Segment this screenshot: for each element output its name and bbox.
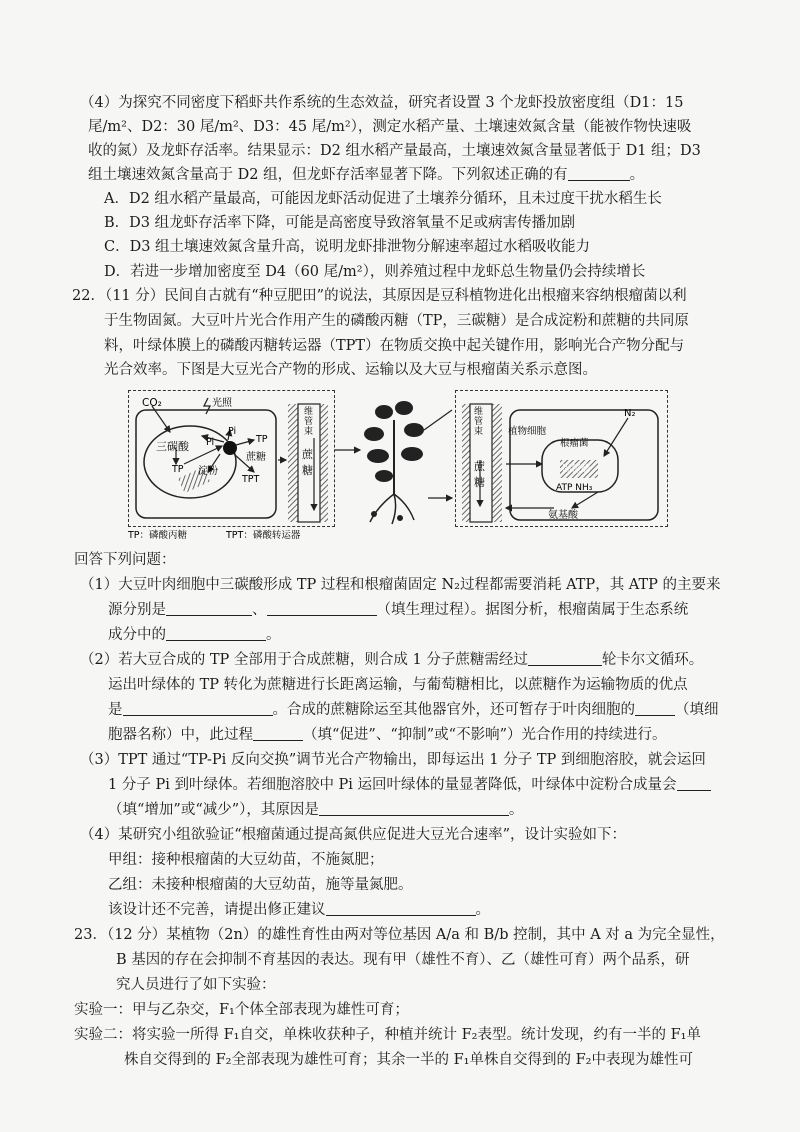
q22-sub1-line-3: [108, 628, 281, 643]
text: 成分中的: [108, 627, 166, 643]
text: （填细: [675, 702, 719, 718]
label-vb-left-3: 束: [304, 427, 314, 437]
label-starch: 淀粉: [198, 466, 218, 477]
text: 。: [508, 802, 524, 818]
label-atp-nh3: ATP NH₃: [556, 483, 593, 493]
q22-intro-1: 22．（11 分）民间自古就有“种豆肥田”的说法，其原因是豆科植物进化出根瘤来容纳根瘤菌以利: [72, 288, 687, 304]
vascular-wall-right: [462, 404, 470, 522]
answer-blank[interactable]: [123, 715, 273, 716]
answer-blank[interactable]: [166, 640, 266, 641]
label-vb-right-2: 管: [474, 417, 484, 427]
q4-option-a: A．D2 组水稻产量最高，可能因龙虾活动促进了土壤养分循环，且未过度干扰水稻生长: [104, 191, 662, 207]
label-vb-left-1: 维: [304, 407, 314, 417]
text: 。合成的蔗糖除运至其他器官外，还可暂存于叶肉细胞的: [272, 702, 635, 718]
q22-intro-3: 料，叶绿体膜上的磷酸丙糖转运器（TPT）在物质交换中起关键作用，影响光合产物分配与: [104, 338, 685, 354]
label-nitrogenase: 固氮酶: [562, 464, 591, 475]
label-amino-acid: 氨基酸: [548, 510, 578, 521]
label-vb-right-1: 维: [474, 407, 484, 417]
text: 。: [475, 902, 490, 918]
q23-experiment-2-line-1: 实验二：将实验一所得 F₁自交，单株收获种子，种植并统计 F₂表型。统计发现，约有一半的 F₁单: [74, 1027, 701, 1043]
q23-experiment-1: 实验一：甲与乙杂交，F₁个体全部表现为雄性可育；: [74, 1002, 409, 1018]
label-vb-right-sucrose-2: 糖: [474, 476, 485, 489]
label-three-carbon-acid: 三碳酸: [156, 440, 189, 453]
text: 、: [252, 602, 267, 618]
text: （填“促进”、“抑制”或“不影响”）光合作用的持续进行。: [303, 727, 667, 743]
text: （填生理过程）。据图分析，根瘤菌属于生态系统: [376, 602, 689, 618]
q4-line-4: [88, 168, 644, 183]
q22-sub1-line-1: （1）大豆叶肉细胞中三碳酸形成 TP 过程和根瘤菌固定 N₂过程都需要消耗 ATP，其 ATP 的主要来: [80, 577, 721, 593]
label-pi-1: Pi: [206, 437, 215, 448]
diagram-svg: [128, 390, 668, 540]
answer-blank[interactable]: [319, 815, 509, 816]
legend-tpt: TPT：磷酸转运器: [226, 530, 301, 540]
q4-option-d: D．若进一步增加密度至 D4（60 尾/m²），则养殖过程中龙虾总生物量仍会持续增长: [104, 264, 646, 280]
tpt-transporter: [223, 441, 237, 455]
answer-prompt: 回答下列问题：: [74, 552, 176, 568]
q22-sub2-line-1: [80, 653, 703, 668]
q4-line-2: 尾/m²、D2：30 尾/m²、D3：45 尾/m²），测定水稻产量、土壤速效氮含量（能被作物快速吸: [88, 119, 692, 135]
q4-line-3: 收的氮）及龙虾存活率。结果显示：D2 组水稻产量最高，土壤速效氮含量显著低于 D1 组；D3: [88, 143, 701, 159]
q4-line-4-text: 组土壤速效氮含量高于 D2 组，但龙虾存活率显著下降。下列叙述正确的有: [88, 167, 568, 183]
q22-sub2-line-3: [108, 703, 719, 718]
label-vb-right-3: 束: [474, 427, 484, 437]
label-co2: CO₂: [142, 397, 162, 409]
q23-experiment-2-line-2: 株自交得到的 F₂全部表现为雄性可育；其余一半的 F₁单株自交得到的 F₂中表现为雄性可: [124, 1052, 693, 1068]
legend-tp: TP：磷酸丙糖: [128, 530, 188, 540]
answer-blank[interactable]: [166, 615, 252, 616]
answer-blank[interactable]: [326, 915, 476, 916]
label-light: 光照: [212, 398, 232, 409]
text: （填“增加”或“减少”），其原因是: [108, 802, 319, 818]
label-tp-in: TP: [172, 464, 184, 475]
vascular-wall-right-2: [492, 404, 502, 522]
text: 源分别是: [108, 602, 166, 618]
q22-intro-2: 于生物固氮。大豆叶片光合作用产生的磷酸丙糖（TP，三碳糖）是合成淀粉和蔗糖的共同原: [104, 313, 689, 329]
vascular-wall-left: [288, 404, 298, 522]
answer-blank[interactable]: [677, 790, 711, 791]
label-vb-right-sucrose-1: 蔗: [474, 460, 485, 473]
text: 是: [108, 702, 123, 718]
q22-intro-4: 光合效率。下图是大豆光合产物的形成、运输以及大豆与根瘤菌关系示意图。: [104, 362, 597, 378]
text: 该设计还不完善，请提出修正建议: [108, 902, 326, 918]
label-tpt: TPT: [242, 474, 260, 485]
label-vb-left-sucrose-1: 蔗: [302, 448, 313, 461]
label-tp-out: TP: [256, 434, 268, 445]
q22-sub4-group-b: 乙组：未接种根瘤菌的大豆幼苗，施等量氮肥。: [108, 877, 413, 893]
label-vb-left-sucrose-2: 糖: [302, 464, 313, 477]
text: （2）若大豆合成的 TP 全部用于合成蔗糖，则合成 1 分子蔗糖需经过: [80, 652, 528, 668]
q4-line-4-end: 。: [629, 167, 645, 183]
q22-sub3-line-2: [108, 778, 711, 793]
q4-line-1: （4）为探究不同密度下稻虾共作系统的生态效益，研究者设置 3 个龙虾投放密度组（D1：15: [80, 95, 684, 111]
q22-sub2-line-4: [108, 728, 666, 743]
soybean-plant-icon: [364, 401, 424, 524]
label-rhizobia: 根瘤菌: [560, 438, 589, 449]
photosynthesis-diagram: [128, 390, 668, 540]
q22-sub2-line-2: 运出叶绿体的 TP 转化为蔗糖进行长距离运输，与葡萄糖相比，以蔗糖作为运输物质的优点: [108, 677, 688, 693]
answer-blank[interactable]: [568, 180, 630, 181]
q22-sub4-group-a: 甲组：接种根瘤菌的大豆幼苗，不施氮肥；: [108, 852, 384, 868]
vascular-wall-left-2: [320, 404, 328, 522]
mesophyll-cell: [136, 410, 276, 518]
q23-line-1: 23．（12 分）某植物（2n）的雄性育性由两对等位基因 A/a 和 B/b 控制，其中 A 对 a 为完全显性，: [74, 927, 725, 943]
q23-line-2: B 基因的存在会抑制不育基因的表达。现有甲（雄性不育）、乙（雄性可育）两个品系，研: [116, 952, 690, 968]
label-plant-cell: 植物细胞: [508, 426, 547, 437]
answer-blank[interactable]: [267, 615, 377, 616]
text: 1 分子 Pi 到叶绿体。若细胞溶胶中 Pi 运回叶绿体的量显著降低，叶绿体中淀粉合成量会: [108, 777, 677, 793]
q22-sub3-line-3: [108, 803, 523, 818]
label-pi-2: Pi: [228, 426, 237, 437]
text: 。: [266, 627, 281, 643]
q22-sub4-line-1: （4）某研究小组欲验证“根瘤菌通过提高氮供应促进大豆光合速率”，设计实验如下：: [80, 827, 627, 843]
label-sucrose: 蔗糖: [246, 452, 266, 463]
answer-blank[interactable]: [253, 740, 303, 741]
label-n2: N₂: [624, 408, 636, 419]
answer-blank[interactable]: [528, 665, 602, 666]
q22-sub1-line-2: [108, 603, 688, 618]
text: 胞器名称）中，此过程: [108, 727, 253, 743]
light-icon: [204, 398, 210, 414]
text: 轮卡尔文循环。: [601, 652, 704, 668]
q22-sub3-line-1: （3）TPT 通过“TP-Pi 反向交换”调节光合产物输出，即每运出 1 分子 TP 到细胞溶胶，就会运回: [80, 752, 706, 768]
q4-option-b: B．D3 组龙虾存活率下降，可能是高密度导致溶氧量不足或病害传播加剧: [104, 215, 576, 231]
label-vb-left-2: 管: [304, 417, 314, 427]
q4-option-c: C．D3 组土壤速效氮含量升高，说明龙虾排泄物分解速率超过水稻吸收能力: [104, 239, 591, 255]
answer-blank[interactable]: [635, 715, 675, 716]
q23-line-3: 究人员进行了如下实验：: [116, 977, 276, 993]
q22-sub4-line-4: [108, 903, 490, 918]
